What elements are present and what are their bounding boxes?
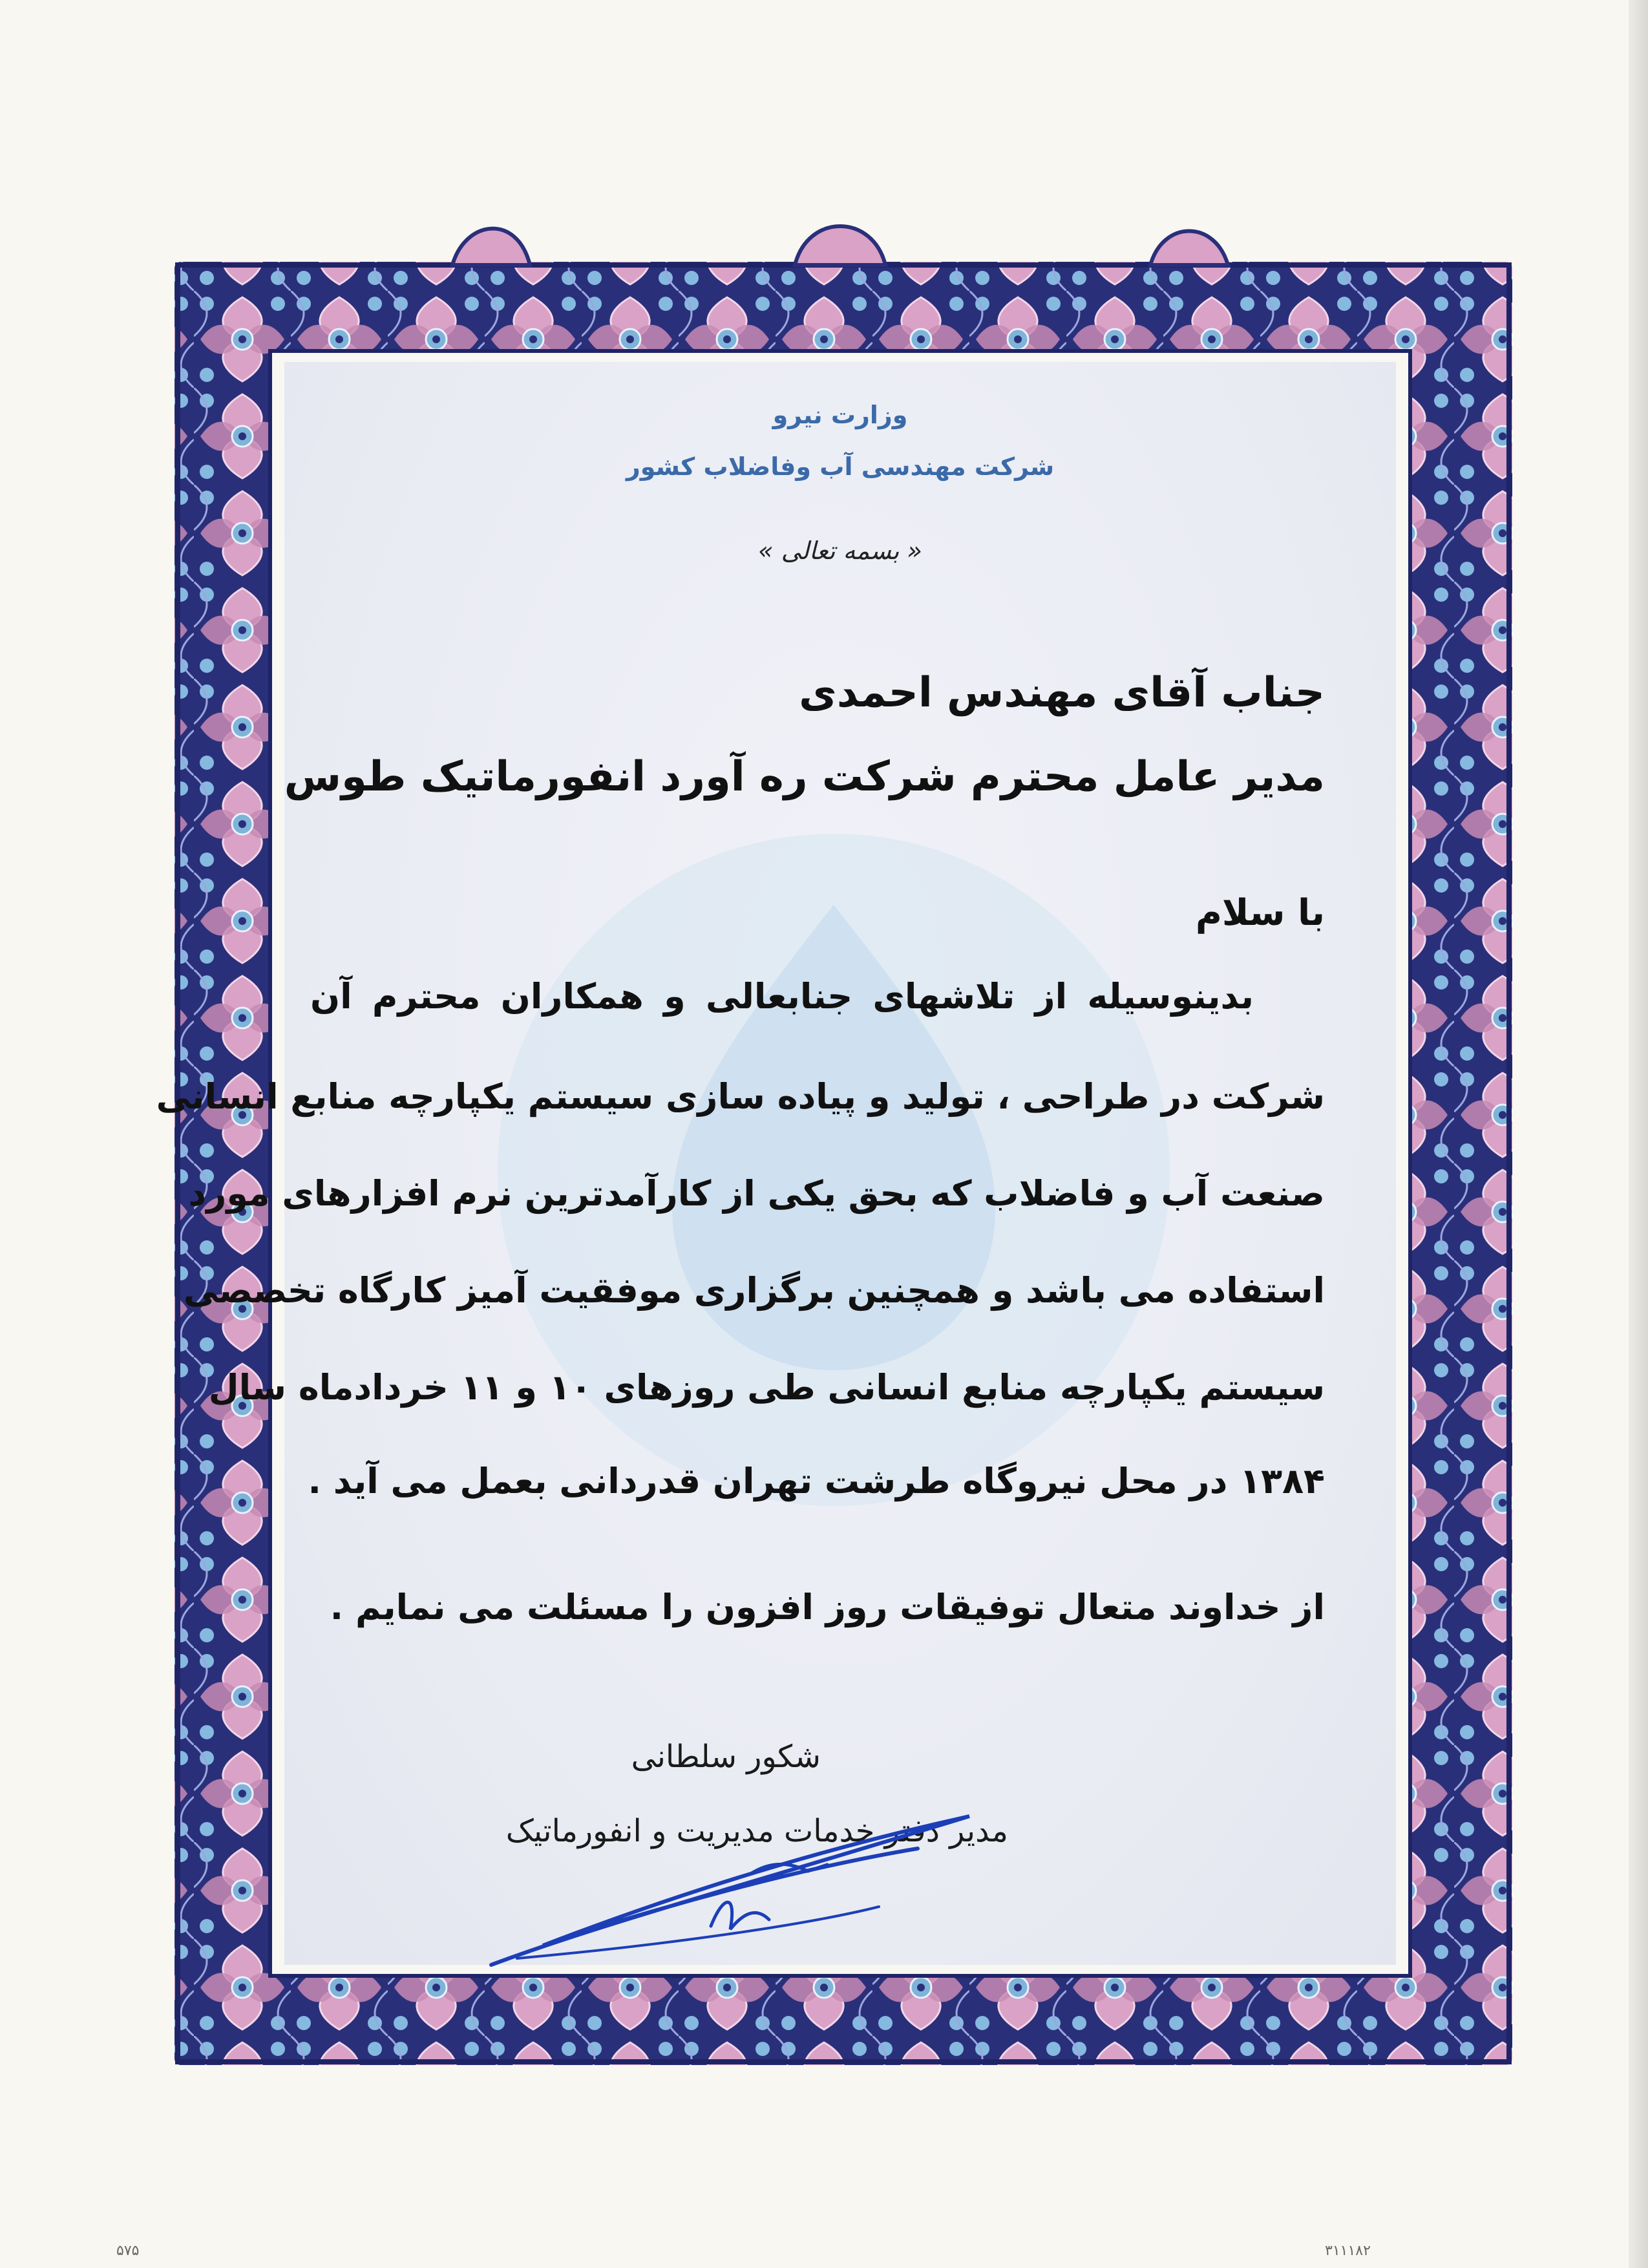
- handwritten-signature: [465, 1797, 995, 1991]
- signer-title: مدیر دفتر خدمات مدیریت و انفورماتیک: [505, 1813, 1008, 1849]
- body-line: شرکت در طراحی ، تولید و پیاده سازی سیستم یکپارچه منابع انسانی: [156, 1076, 1325, 1117]
- body-line: صنعت آب و فاضلاب که بحق یکی از کارآمدترین نرم افزارهای مورد: [188, 1173, 1325, 1214]
- recipient-line-2: مدیر عامل محترم شرکت ره آورد انفورماتیک طوس: [284, 753, 1325, 801]
- footer-serial: ۳۱۱۱۸۲: [1325, 2243, 1371, 2259]
- top-crown-ornament: [452, 229, 530, 265]
- company-name: شرکت مهندسی آب وفاضلاب کشور: [626, 452, 1055, 481]
- body-line: استفاده می باشد و همچنین برگزاری موفقیت آمیز کارگاه تخصصی: [183, 1270, 1325, 1311]
- water-drop-watermark: [478, 814, 1189, 1525]
- top-crown-ornament: [1150, 231, 1228, 266]
- recipient-line-1: جناب آقای مهندس احمدی: [799, 669, 1325, 717]
- ministry-name: وزارت نیرو: [772, 401, 908, 429]
- greeting: با سلام: [1195, 892, 1325, 934]
- signer-name: شکور سلطانی: [631, 1739, 821, 1775]
- body-line: بدینوسیله از تلاشهای جنابعالی و همکاران محترم آن: [310, 976, 1254, 1017]
- body-line: ۱۳۸۴ در محل نیروگاه طرشت تهران قدردانی بعمل می آید .: [308, 1461, 1325, 1501]
- top-crown-ornament: [795, 226, 885, 265]
- footer-page-number: ۵۷۵: [116, 2243, 140, 2259]
- body-line: سیستم یکپارچه منابع انسانی طی روزهای ۱۰ و ۱۱ خردادماه سال: [208, 1367, 1325, 1408]
- basmala: « بسمه تعالی »: [758, 536, 922, 565]
- closing-line: از خداوند متعال توفیقات روز افزون را مسئلت می نمایم .: [330, 1587, 1325, 1627]
